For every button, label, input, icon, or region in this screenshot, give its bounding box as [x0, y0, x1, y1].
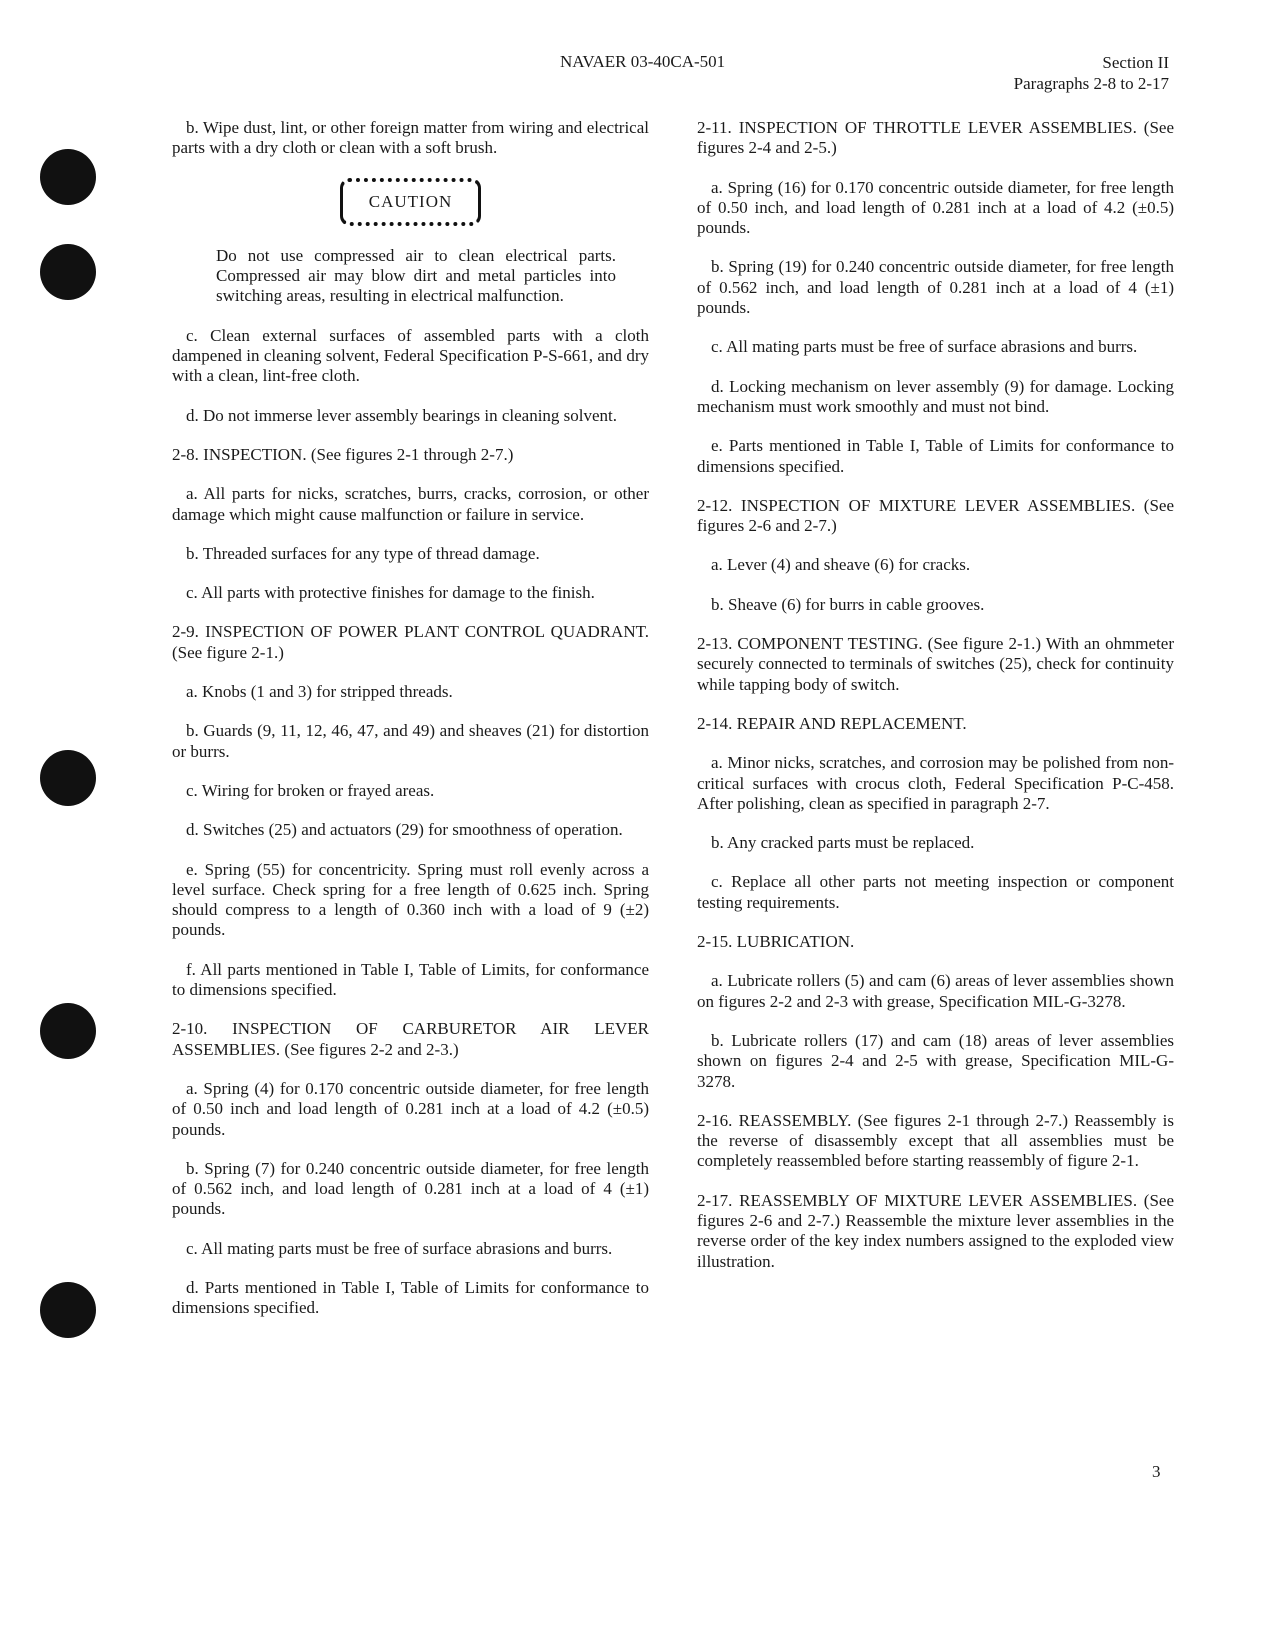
paragraph: a. Knobs (1 and 3) for stripped threads. — [186, 682, 453, 702]
section-heading-paragraph: 2-9. INSPECTION OF POWER PLANT CONTROL QUADRANT. (See figure 2-1.) — [172, 622, 649, 662]
section-heading-paragraph: 2-14. REPAIR AND REPLACEMENT. — [697, 713, 967, 733]
paragraph: e. Spring (55) for concentricity. Spring must roll evenly across a level surface. Check spring for a free length of 0.625 inch. Spring should compress to a length of 0.360 inch with a load of 9 (±2) pounds. — [172, 859, 649, 940]
section-label: Section II — [1102, 53, 1169, 72]
paragraph: c. All parts with protective finishes for damage to the finish. — [186, 583, 595, 603]
punch-hole — [40, 244, 96, 300]
punch-hole — [40, 1282, 96, 1338]
paragraph: d. Switches (25) and actuators (29) for smoothness of operation. — [186, 820, 623, 840]
section-heading-paragraph: 2-13. COMPONENT TESTING. (See figure 2-1.) With an ohmmeter securely connected to terminals of switches (25), check for continuity while tapping body of switch. — [697, 634, 1174, 694]
right-column — [697, 118, 1174, 1291]
paragraph: d. Parts mentioned in Table I, Table of Limits for conformance to dimensions specified. — [172, 1277, 649, 1318]
paragraph: a. Minor nicks, scratches, and corrosion may be polished from non-critical surfaces with crocus cloth, Federal Specification P-C-458. After polishing, clean as specified in paragraph 2-7. — [697, 753, 1174, 813]
section-header — [1014, 52, 1169, 94]
paragraph: a. Spring (16) for 0.170 concentric outside diameter, for free length of 0.50 inch, and load length of 0.281 inch at a load of 4.2 (±0.5) pounds. — [697, 177, 1174, 238]
section-heading-paragraph: 2-12. INSPECTION OF MIXTURE LEVER ASSEMBLIES. (See figures 2-6 and 2-7.) — [697, 495, 1174, 536]
caution-text: Do not use compressed air to clean electrical parts. Compressed air may blow dirt and metal particles into switching areas, resulting in electrical malfunction. — [216, 245, 616, 306]
punch-hole — [40, 1003, 96, 1059]
paragraph: b. Any cracked parts must be replaced. — [711, 833, 975, 853]
caution-label: CAUTION — [340, 178, 482, 226]
document-number: NAVAER 03-40CA-501 — [560, 52, 726, 71]
paragraph: b. Sheave (6) for burrs in cable grooves. — [711, 594, 985, 614]
left-column — [172, 118, 649, 1338]
paragraph: c. Wiring for broken or frayed areas. — [186, 780, 435, 800]
paragraph: b. Spring (19) for 0.240 concentric outside diameter, for free length of 0.562 inch, and load length of 0.281 inch at a load of 4 (±1) pounds. — [697, 257, 1174, 318]
paragraph: a. Spring (4) for 0.170 concentric outside diameter, for free length of 0.50 inch and load length of 0.281 inch at a load of 4.2 (±0.5) pounds. — [172, 1078, 649, 1139]
paragraph: d. Locking mechanism on lever assembly (9) for damage. Locking mechanism must work smoothly and must not bind. — [697, 376, 1174, 416]
section-heading-paragraph: 2-10. INSPECTION OF CARBURETOR AIR LEVER ASSEMBLIES. (See figures 2-2 and 2-3.) — [172, 1019, 649, 1059]
paragraph: b. Wipe dust, lint, or other foreign matter from wiring and electrical parts with a dry cloth or clean with a soft brush. — [172, 118, 649, 158]
punch-hole — [40, 149, 96, 205]
paragraph: f. All parts mentioned in Table I, Table of Limits, for conformance to dimensions specified. — [172, 959, 649, 1000]
paragraph: c. All mating parts must be free of surface abrasions and burrs. — [711, 337, 1138, 357]
section-heading-paragraph: 2-16. REASSEMBLY. (See figures 2-1 through 2-7.) Reassembly is the reverse of disassembly except that all assemblies must be completely reassembled before starting reassembly of figure 2-1. — [697, 1110, 1174, 1171]
paragraph: e. Parts mentioned in Table I, Table of Limits for conformance to dimensions specified. — [697, 436, 1174, 476]
paragraph: b. Lubricate rollers (17) and cam (18) areas of lever assemblies shown on figures 2-4 and 2-5 with grease, Specification MIL-G-3278. — [697, 1030, 1174, 1091]
paragraph: a. Lever (4) and sheave (6) for cracks. — [711, 555, 971, 575]
paragraph: d. Do not immerse lever assembly bearings in cleaning solvent. — [186, 405, 618, 425]
section-heading-paragraph: 2-15. LUBRICATION. — [697, 932, 855, 952]
section-heading-paragraph: 2-11. INSPECTION OF THROTTLE LEVER ASSEMBLIES. (See figures 2-4 and 2-5.) — [697, 118, 1174, 158]
paragraph: b. Guards (9, 11, 12, 46, 47, and 49) and sheaves (21) for distortion or burrs. — [172, 721, 649, 761]
caution-banner — [172, 178, 649, 226]
section-heading-paragraph: 2-8. INSPECTION. (See figures 2-1 through 2-7.) — [172, 444, 514, 464]
paragraph-range: Paragraphs 2-8 to 2-17 — [1013, 74, 1169, 93]
paragraph: b. Spring (7) for 0.240 concentric outside diameter, for free length of 0.562 inch, and load length of 0.281 inch at a load of 4 (±1) pounds. — [172, 1158, 649, 1219]
section-heading-paragraph: 2-17. REASSEMBLY OF MIXTURE LEVER ASSEMBLIES. (See figures 2-6 and 2-7.) Reassemble the mixture lever assemblies in the reverse order of the key index numbers assigned to the exploded view illustration. — [697, 1190, 1174, 1271]
paragraph: a. Lubricate rollers (5) and cam (6) areas of lever assemblies shown on figures 2-2 and 2-3 with grease, Specification MIL-G-3278. — [697, 971, 1174, 1011]
punch-hole — [40, 750, 96, 806]
paragraph: c. Clean external surfaces of assembled parts with a cloth dampened in cleaning solvent, Federal Specification P-S-661, and dry with a clean, lint-free cloth. — [172, 325, 649, 386]
paragraph: c. Replace all other parts not meeting inspection or component testing requirements. — [697, 872, 1174, 912]
paragraph: c. All mating parts must be free of surface abrasions and burrs. — [186, 1238, 613, 1258]
page-number: 3 — [1152, 1462, 1161, 1481]
paragraph: b. Threaded surfaces for any type of thread damage. — [186, 543, 540, 563]
paragraph: a. All parts for nicks, scratches, burrs, cracks, corrosion, or other damage which might cause malfunction or failure in service. — [172, 484, 649, 524]
